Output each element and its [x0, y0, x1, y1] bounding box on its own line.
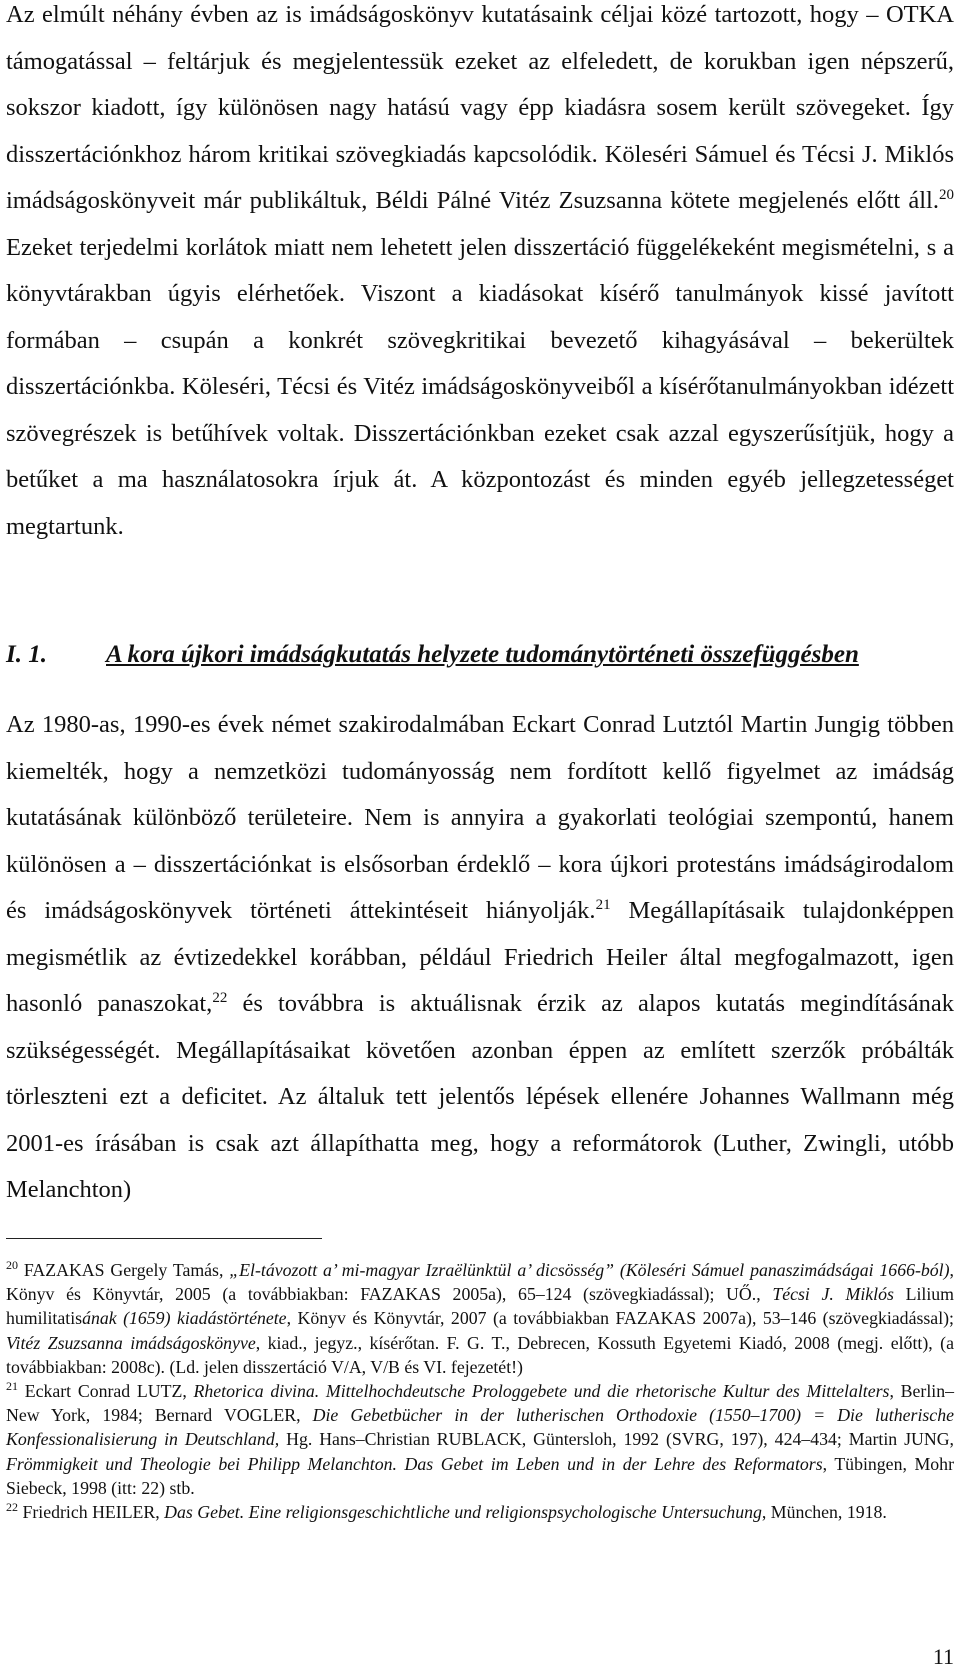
- paragraph-text: Az 1980-as, 1990-es évek német szakirodalmában Eckart Conrad Lutztól Martin Jungig többen kiemelték, hogy a nemzetközi tudományosság nem fordított kellő figyelmet az imádság kutatásának különböző területeire. Nem is annyira a gyakorlati teológiai szempontú, hanem különösen a – disszertációnkat is elsősorban érdeklő – kora újkori protestáns imádságirodalom és imádságoskönyvek történeti áttekintéseit hiányolják.: [6, 711, 954, 924]
- footnote-title: Técsi J. Miklós: [772, 1284, 894, 1305]
- paragraph-text: Ezeket terjedelmi korlátok miatt nem lehetett jelen disszertáció függelékeként megismételni, s a könyvtárakban úgyis elérhetőek. Viszont a kiadásokat kísérő tanulmányok kissé javított formában – csupán a konkrét szövegkritikai bevezető kihagyásával – bekerültek disszertációnkba. Köleséri, Técsi és Vitéz imádságoskönyveiből a kísérőtanulmányokban idézett szövegrészek is betűhívek voltak. Disszertációnkban ezeket csak azzal egyszerűsítjük, hogy a betűket a ma használatosokra írjuk át. A központozást és minden egyéb jellegzetességet megtartunk.: [6, 233, 954, 540]
- body-paragraph-research-state: [6, 702, 954, 1214]
- section-number: I. 1.: [6, 641, 47, 668]
- footnote-title: „El-távozott a’ mi-magyar Izraëlünktül a’ dicsösség” (Köleséri Sámuel panaszimádságai 1666-ból): [229, 1260, 950, 1280]
- page-number: 11: [932, 1644, 954, 1669]
- body-paragraph-intro: [6, 0, 954, 550]
- footnote-title: ának (1659) kiadástörténete: [82, 1308, 287, 1329]
- paragraph-text: Az elmúlt néhány évben az is imádságoskönyv kutatásaink céljai közé tartozott, hogy – OTKA támogatással – feltárjuk és megjelentessük ezeket az elfeledett, de korukban igen népszerű, sokszor kiadott, így különösen nagy hatású vagy épp kiadásra sosem került szövegeket. Így disszertációnkhoz három kritikai szövegkiadás kapcsolódik. Köleséri Sámuel és Técsi J. Miklós imádságoskönyveit már publikáltuk, Béldi Pálné Vitéz Zsuzsanna kötete megjelenés előtt áll.: [6, 1, 954, 214]
- footnote-title: Rhetorica divina. Mittelhochdeutsche Prologgebete und die rhetorische Kultur des Mittelalters: [193, 1381, 890, 1402]
- footnote-text: Lilium humilitatis: [6, 1284, 954, 1329]
- footnote-ref-22[interactable]: 22: [212, 989, 228, 1006]
- footnote-text: , München, 1918.: [761, 1502, 887, 1523]
- footnote-marker: 21: [6, 1379, 18, 1394]
- section-title: A kora újkori imádságkutatás helyzete tudománytörténeti összefüggésben: [106, 641, 859, 668]
- footnote-ref-20[interactable]: 20: [939, 186, 954, 203]
- footnote-text: , Könyv és Könyvtár, 2007 (a továbbiakban FAZAKAS 2007a), 53–146 (szövegkiadással);: [286, 1308, 954, 1329]
- footnote-text: Friedrich HEILER,: [18, 1502, 165, 1523]
- paragraph-text: Megállapításaik tulajdonképpen megismétlik az évtizedekkel korábban, például Friedrich Heiler által megfogalmazott, igen hasonló panaszokat,: [6, 897, 954, 1017]
- footnote-20: [6, 1258, 954, 1379]
- footnote-22: [6, 1500, 954, 1524]
- paragraph-text: és továbbra is aktuálisnak érzik az alapos kutatás megindításának szükségességét. Megállapításaikat követően azonban éppen az említett szerzők próbálták törleszteni ezt a deficitet. Az általuk tett jelentős lépések ellenére Johannes Wallmann még 2001-es írásában is csak azt állapíthatta meg, hogy a reformátorok (Luther, Zwingli, utóbb Melanchton): [6, 990, 954, 1203]
- section-heading: [6, 640, 954, 670]
- footnote-21: [6, 1379, 954, 1500]
- footnote-text: , Könyv és Könyvtár, 2005 (a továbbiakban: FAZAKAS 2005a), 65–124 (szövegkiadással); UŐ.,: [6, 1260, 954, 1305]
- footnote-text: FAZAKAS Gergely Tamás,: [18, 1260, 230, 1280]
- footnotes: [6, 1258, 954, 1524]
- footnote-title: Frömmigkeit und Theologie bei Philipp Melanchton. Das Gebet im Leben und in der Lehre des Reformators: [6, 1453, 823, 1474]
- footnote-title: Das Gebet. Eine religionsgeschichtliche und religionspsychologische Untersuchung: [164, 1502, 762, 1523]
- footnote-title: Die Gebetbücher in der lutherischen Orthodoxie (1550–1700) = Die lutherische Konfessionalisierung in Deutschland,: [6, 1405, 954, 1450]
- footnote-text: Hg. Hans–Christian RUBLACK, Güntersloh, 1992 (SVRG, 197), 424–434; Martin JUNG,: [279, 1429, 954, 1450]
- footnote-marker: 22: [6, 1500, 18, 1515]
- footnote-text: , Tübingen, Mohr Siebeck, 1998 (itt: 22) stb.: [6, 1453, 954, 1498]
- footnote-divider: [6, 1238, 322, 1239]
- footnote-marker: 20: [6, 1258, 18, 1273]
- footnote-text: , Berlin–New York, 1984; Bernard VOGLER,: [6, 1381, 954, 1426]
- footnote-title: Vitéz Zsuzsanna imádságoskönyve: [6, 1332, 256, 1353]
- footnote-ref-21[interactable]: 21: [595, 896, 611, 913]
- footnote-text: , kiad., jegyz., kísérőtan. F. G. T., Debrecen, Kossuth Egyetemi Kiadó, 2008 (megj. előtt), (a továbbiakban: 2008c). (Ld. jelen disszertáció V/A, V/B és VI. fejezetét!): [6, 1332, 954, 1377]
- footnote-text: Eckart Conrad LUTZ,: [18, 1381, 194, 1402]
